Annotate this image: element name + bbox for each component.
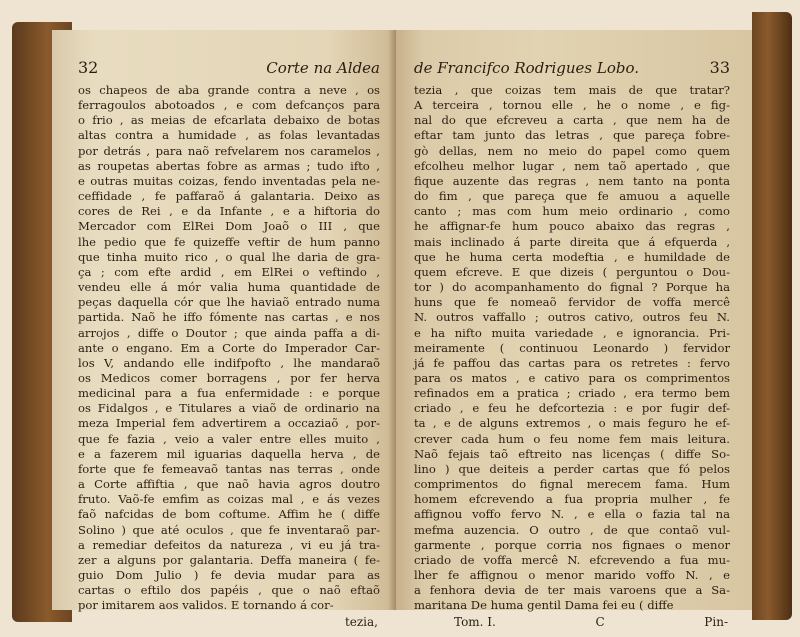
text-line: ça ; com efte ardid , em ElRei o veftindo , <box>78 264 380 279</box>
text-line: os chapeos de aba grande contra a neve , os <box>78 83 380 97</box>
text-line: mais inclinado á parte direita que á efquerda , <box>414 234 730 249</box>
text-line: Mercador com ElRei Dom Joaõ o III , que <box>78 219 380 234</box>
text-line: ceffidade , fe paffaraõ á galantaria. Deixo as <box>78 189 380 204</box>
text-line: peças daquella cór que lhe haviaõ entrado numa <box>78 295 380 310</box>
right-page-footer <box>414 615 730 629</box>
text-line: crever cada hum o feu nome fem mais leitura. <box>414 431 730 446</box>
signature-mark: C <box>595 615 605 630</box>
text-line: o frio , as meias de efcarlata debaixo de botas <box>78 113 380 128</box>
text-line: refinados em a pratica ; criado , era termo bem <box>414 386 730 401</box>
right-page-header <box>414 58 730 77</box>
text-line: gò dellas, nem no meio do papel como quem <box>414 143 730 158</box>
right-page-number: 33 <box>709 58 730 77</box>
left-running-title: Corte na Aldea <box>266 59 380 77</box>
text-line: A terceira , tornou elle , he o nome , e fig- <box>414 98 730 113</box>
text-line: que fe fazia , veio a valer entre elles muito , <box>78 431 380 446</box>
text-line: quem efcreve. E que dizeis ( perguntou o Dou- <box>414 264 730 279</box>
text-line: cores de Rei , e da Infante , e a hiftoria do <box>78 204 380 219</box>
text-line: vendeu elle á mór valia huma quantidade de <box>78 280 380 295</box>
text-line: Naõ fejais taõ eftreito nas licenças ( diffe So- <box>414 446 730 461</box>
text-line: partida. Naõ he iffo fómente nas cartas , e nos <box>78 310 380 325</box>
text-line: garmente , porque corria nos fignaes o menor <box>414 537 730 552</box>
text-line: N. outros vaffallo ; outros cativo, outros feu N. <box>414 310 730 325</box>
left-page-footer <box>78 615 380 629</box>
left-page-header <box>78 58 380 77</box>
text-line: ta , e de alguns extremos , o mais feguro he ef- <box>414 416 730 431</box>
text-line: que he huma certa modeftia , e humildade de <box>414 249 730 264</box>
text-line: arrojos , diffe o Doutor ; que ainda paffa a di- <box>78 325 380 340</box>
left-page <box>52 30 396 630</box>
text-line: tor ) do acompanhamento do fignal ? Porque ha <box>414 280 730 295</box>
text-line: já fe paffou das cartas para os retretes : fervo <box>414 355 730 370</box>
text-line: affignou voffo fervo N. , e ella o fazia tal na <box>414 507 730 522</box>
text-line: criado de voffa mercê N. efcrevendo a fua mu- <box>414 552 730 567</box>
text-line: faõ nafcidas de bom coftume. Affim he ( diffe <box>78 507 380 522</box>
text-line: lhe pedio que fe quizeffe veftir de hum panno <box>78 234 380 249</box>
text-line: para os matos , e cativo para os comprimentos <box>414 370 730 385</box>
text-line: a fenhora devia de ter mais varoens que a Sa- <box>414 583 730 598</box>
text-line: zer a alguns por galantaria. Deffa maneira ( fe- <box>78 552 380 567</box>
text-line: mefma auzencia. O outro , de que contaõ vul- <box>414 522 730 537</box>
text-line: por detrás , para naõ refvelarem nos caramelos , <box>78 143 380 158</box>
text-line: e a fazerem mil iguarias daquella herva , de <box>78 446 380 461</box>
text-line: criado , e feu he defcortezia : e por fugir def- <box>414 401 730 416</box>
text-line: meiramente ( continuou Leonardo ) fervidor <box>414 340 730 355</box>
text-line: efcolheu melhor lugar , nem taõ apertado , que <box>414 158 730 173</box>
text-line: a Corte affiftia , que naõ havia agros doutro <box>78 477 380 492</box>
text-line: medicinal para a fua enfermidade : e porque <box>78 386 380 401</box>
text-line: los V, andando elle indifpofto , lhe mandaraõ <box>78 355 380 370</box>
text-line: Solino ) que até oculos , que fe inventaraõ par- <box>78 522 380 537</box>
right-page <box>396 30 752 630</box>
text-line: he affignar-fe hum pouco abaixo das regras , <box>414 219 730 234</box>
left-catchword: tezia, <box>344 615 378 630</box>
text-line: homem efcrevendo a fua propria mulher , fe <box>414 492 730 507</box>
text-line: guio Dom Julio ) fe devia mudar para as <box>78 568 380 582</box>
text-line: a remediar defeitos da natureza , vi eu já tra- <box>78 537 380 552</box>
book-cover-right <box>752 12 792 620</box>
text-line: e outras muitas coizas, fendo inventadas pela ne- <box>78 173 380 188</box>
text-line: as roupetas abertas fobre as armas ; tudo ifto , <box>78 158 380 173</box>
text-line: lino ) que deiteis a perder cartas que fó pelos <box>414 461 730 476</box>
text-line: tezia , que coizas tem mais de que tratar? <box>414 83 730 97</box>
text-line: ferragoulos abotoados , e com defcanços para <box>78 98 380 113</box>
text-line: os Fidalgos , e Titulares a viaõ de ordinario na <box>78 401 380 416</box>
text-line: e ha nifto muita variedade , e ignorancia. Pri- <box>414 325 730 340</box>
right-page-text <box>414 83 730 613</box>
text-line: ante o engano. Em a Corte do Imperador Car- <box>78 340 380 355</box>
text-line: fique auzente das regras , nem tanto na ponta <box>414 173 730 188</box>
text-line: huns que fe nomeaõ fervidor de voffa mercê <box>414 295 730 310</box>
text-line: nal do que efcreveu a carta , que nem ha de <box>414 113 730 128</box>
text-line: fruto. Vaõ-fe emfim as coizas mal , e ás vezes <box>78 492 380 507</box>
text-line: que tinha muito rico , o qual lhe daria de gra- <box>78 249 380 264</box>
text-line: comprimentos do fignal merecem fama. Hum <box>414 477 730 492</box>
text-line: cartas o eftilo dos papéis , que o naõ eftaõ <box>78 583 380 598</box>
text-line: forte que fe femeavaõ tantas nas terras , onde <box>78 461 380 476</box>
open-book <box>12 12 792 630</box>
signature-volume: Tom. I. <box>454 615 496 630</box>
left-page-number: 32 <box>78 58 99 77</box>
text-line: lher fe affignou o menor marido voffo N. , e <box>414 568 730 582</box>
text-line: os Medicos comer borragens , por fer herva <box>78 370 380 385</box>
left-page-text <box>78 83 380 613</box>
text-line: altas contra a humidade , as folas levantadas <box>78 128 380 143</box>
text-line: eftar tam junto das letras , que pareça fobre- <box>414 128 730 143</box>
text-line: maritana De huma gentil Dama fei eu ( diffe <box>414 598 674 613</box>
text-line: meza Imperial fem advertirem a occaziaõ , por- <box>78 416 380 431</box>
text-line: canto ; mas com hum meio ordinario , como <box>414 204 730 219</box>
right-catchword: Pin- <box>704 615 728 630</box>
text-line: do fim , que pareça que fe amuou a aquelle <box>414 189 730 204</box>
text-line: por imitarem aos validos. E tornando á cor- <box>78 598 334 613</box>
right-running-title: de Francifco Rodrigues Lobo. <box>414 59 640 77</box>
